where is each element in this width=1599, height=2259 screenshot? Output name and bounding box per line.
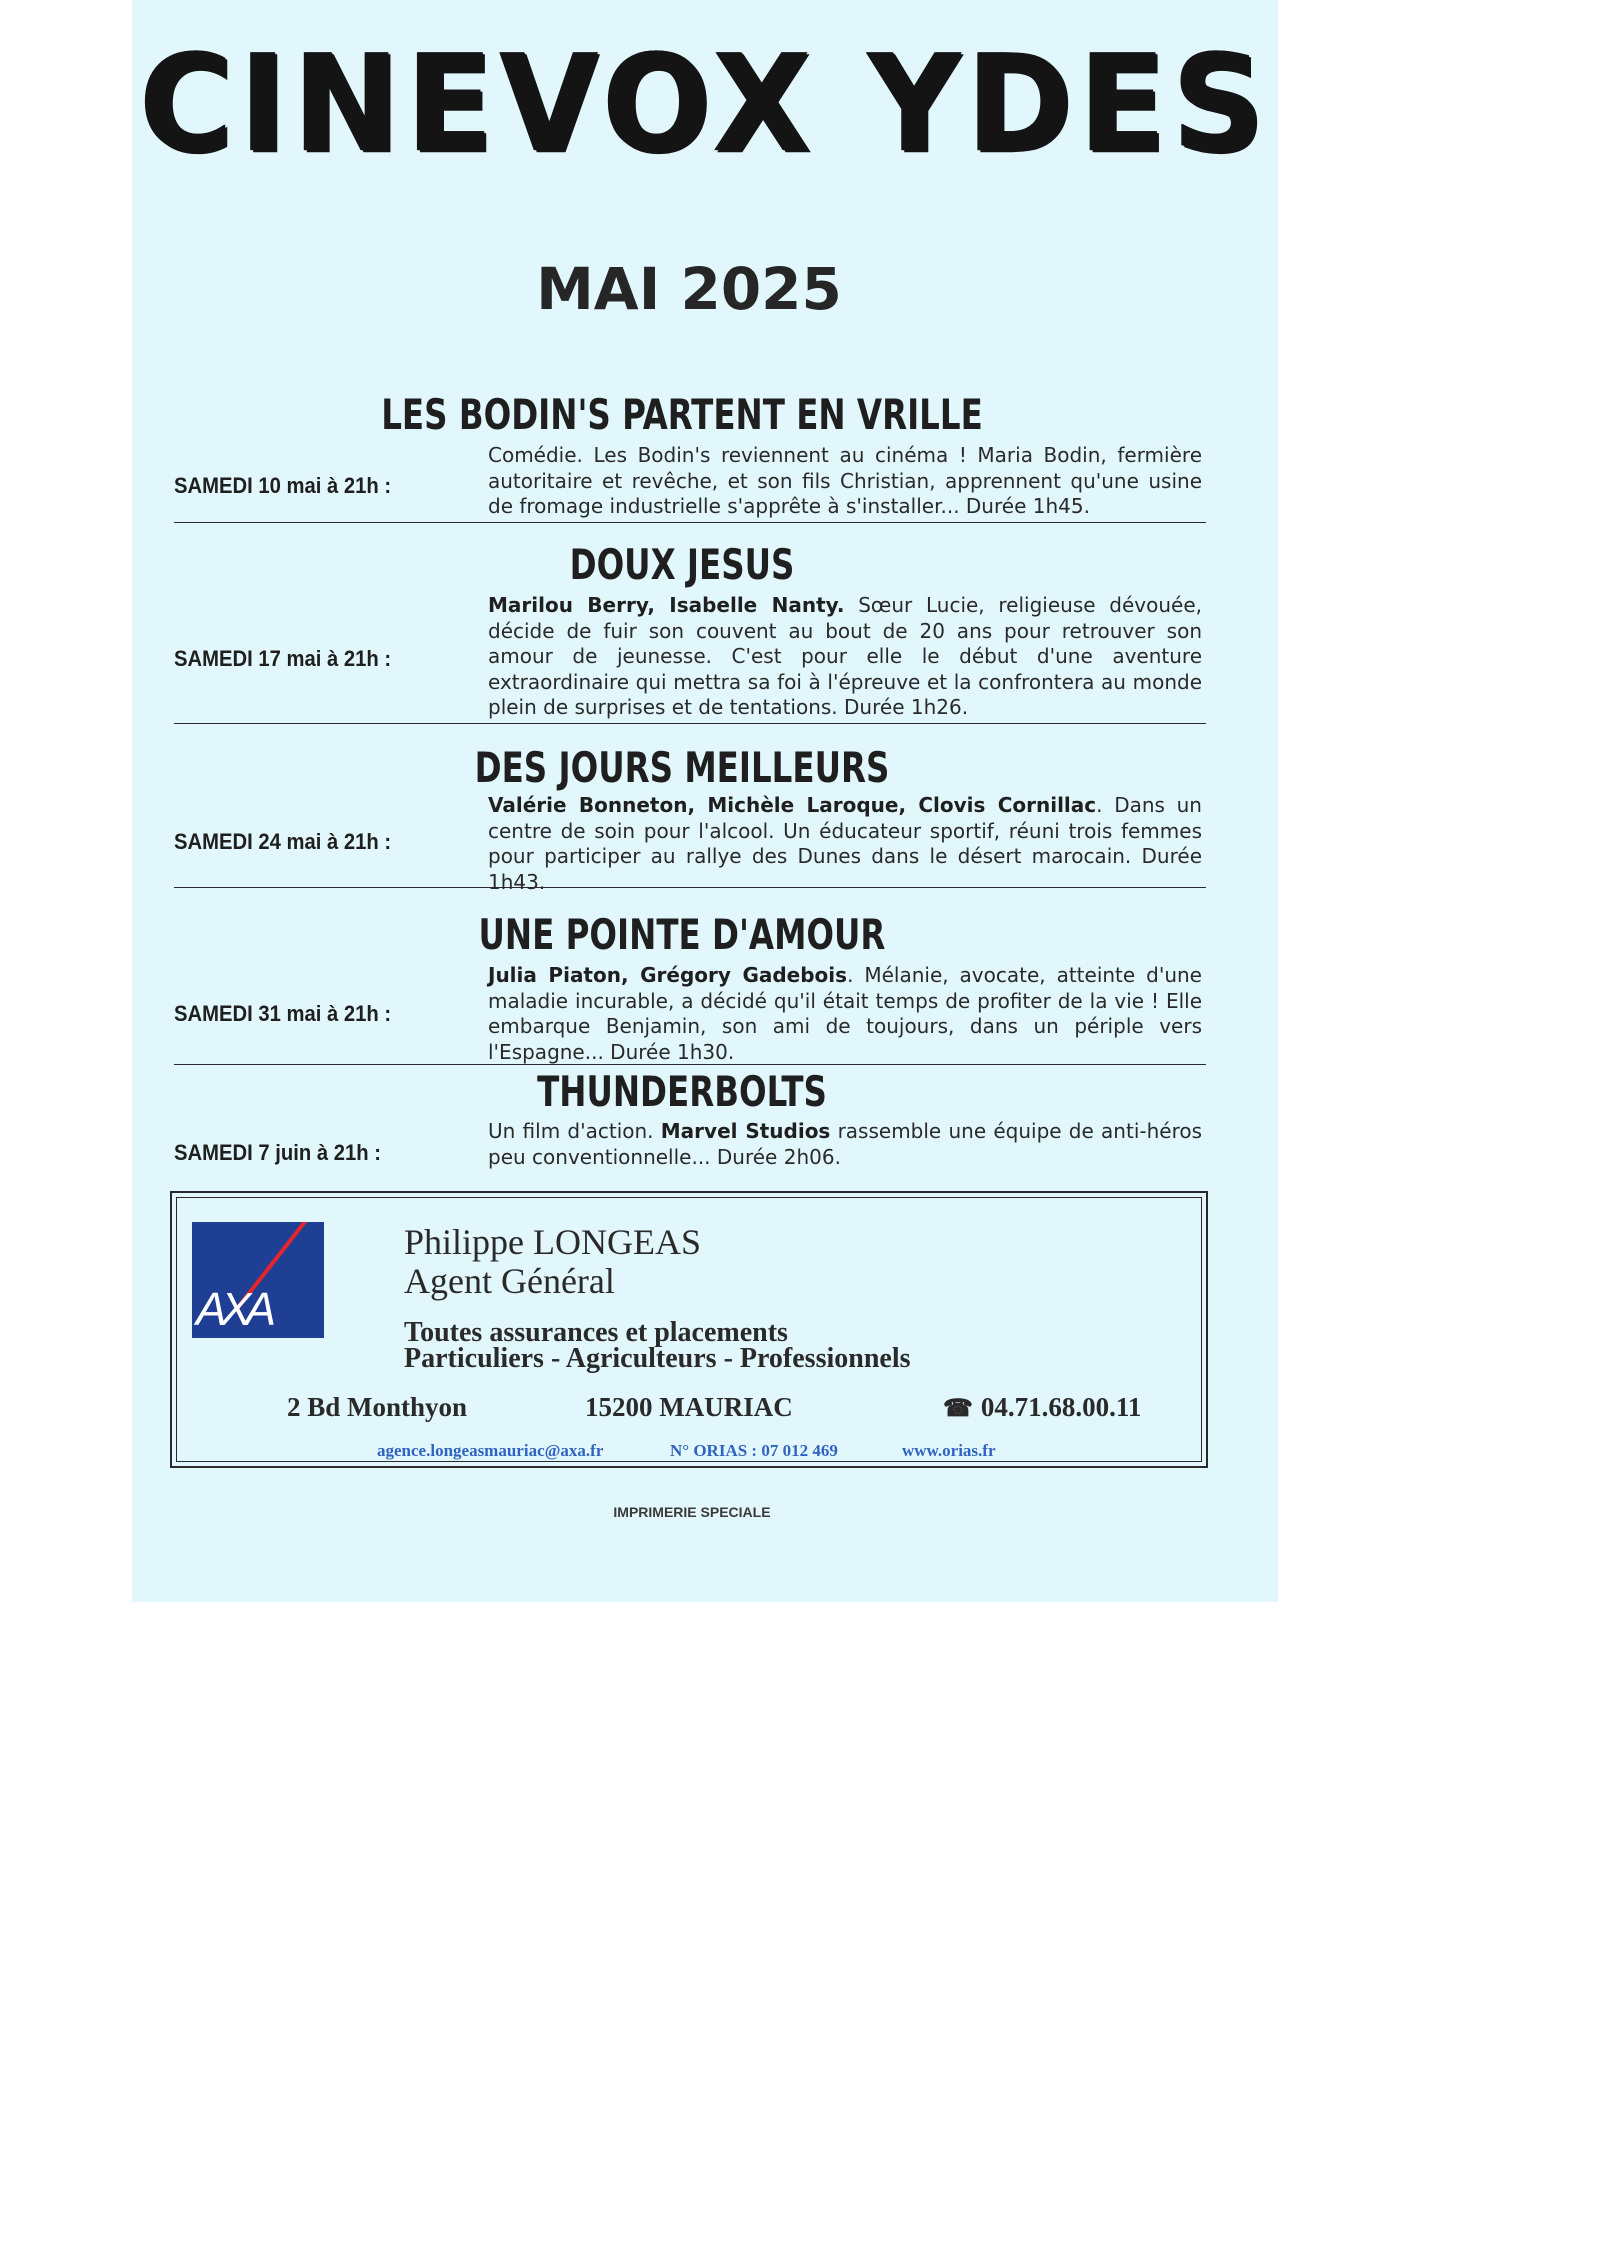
agent-city: 15200 MAURIAC bbox=[585, 1392, 793, 1422]
film-title: DOUX JESUS bbox=[569, 540, 795, 589]
film-date: SAMEDI 17 mai à 21h : bbox=[174, 646, 392, 671]
film-description bbox=[488, 1119, 1202, 1170]
agent-role: Agent Général bbox=[404, 1261, 615, 1301]
agent-phone bbox=[943, 1392, 1141, 1423]
description-prefix: Un film d'action. bbox=[488, 1119, 661, 1143]
axa-advert bbox=[170, 1191, 1208, 1468]
divider bbox=[174, 522, 1206, 523]
agent-website[interactable]: www.orias.fr bbox=[902, 1441, 996, 1460]
film-cast: Marilou Berry, Isabelle Nanty. bbox=[488, 593, 845, 617]
divider bbox=[174, 723, 1206, 724]
description-text: Comédie. Les Bodin's reviennent au cinéma ! Maria Bodin, fermière autoritaire et revêche, et son fils Christian, apprennent qu'une usine de fromage industrielle s'apprête à s'installer... Durée 1h45. bbox=[488, 443, 1202, 518]
divider bbox=[174, 1064, 1206, 1065]
agent-name: Philippe LONGEAS bbox=[404, 1222, 701, 1262]
description-text: . Dans un centre de soin pour l'alcool. Un éducateur sportif, réuni trois femmes pour participer au rallye des Dunes dans le désert marocain. Durée 1h43. bbox=[488, 793, 1202, 894]
film-date: SAMEDI 24 mai à 21h : bbox=[174, 829, 392, 854]
film-studio: Marvel Studios bbox=[660, 1119, 831, 1143]
month-heading: MAI 2025 bbox=[536, 255, 842, 323]
film-date: SAMEDI 7 juin à 21h : bbox=[174, 1140, 381, 1165]
film-description bbox=[488, 443, 1202, 520]
agent-email[interactable]: agence.longeasmauriac@axa.fr bbox=[377, 1441, 604, 1460]
phone-number: 04.71.68.00.11 bbox=[980, 1392, 1142, 1422]
agent-address: 2 Bd Monthyon bbox=[287, 1392, 468, 1422]
film-cast: Julia Piaton, Grégory Gadebois bbox=[488, 963, 848, 987]
description-text: rassemble une équipe de anti-héros peu conventionnelle... Durée 2h06. bbox=[488, 1119, 1203, 1169]
film-description bbox=[488, 963, 1202, 1065]
logo-text: AXA bbox=[196, 1283, 271, 1335]
film-date: SAMEDI 10 mai à 21h : bbox=[174, 473, 392, 498]
film-description bbox=[488, 793, 1202, 895]
telephone-icon: ☎ bbox=[943, 1396, 973, 1422]
description-text: Sœur Lucie, religieuse dévouée, décide de fuir son couvent au bout de 20 ans pour retrouver son amour de jeunesse. C'est pour elle le début d'une aventure extraordinaire qui mettra sa foi à l'épreuve et la confrontera au monde plein de surprises et de tentations. Durée 1h26. bbox=[488, 593, 1203, 719]
film-cast: Valérie Bonneton, Michèle Laroque, Clovis Cornillac bbox=[488, 793, 1097, 817]
advert-border bbox=[176, 1197, 1202, 1462]
cinema-title: CINEVOX YDES bbox=[139, 26, 1271, 183]
film-title: LES BODIN'S PARTENT EN VRILLE bbox=[381, 390, 983, 439]
film-title: UNE POINTE D'AMOUR bbox=[478, 910, 886, 959]
agent-clients: Particuliers - Agriculteurs - Professionnels bbox=[404, 1343, 911, 1374]
agent-orias: N° ORIAS : 07 012 469 bbox=[670, 1441, 838, 1460]
film-date: SAMEDI 31 mai à 21h : bbox=[174, 1001, 392, 1026]
printer-credit: IMPRIMERIE SPECIALE bbox=[613, 1504, 771, 1520]
flyer bbox=[132, 0, 1278, 1602]
description-text: . Mélanie, avocate, atteinte d'une maladie incurable, a décidé qu'il était temps de profiter de la vie ! Elle embarque Benjamin, son ami de toujours, dans un périple vers l'Espagne... Durée 1h30. bbox=[488, 963, 1202, 1064]
film-title: THUNDERBOLTS bbox=[537, 1067, 827, 1116]
film-title: DES JOURS MEILLEURS bbox=[474, 743, 890, 792]
agent-services: Toutes assurances et placements bbox=[404, 1317, 788, 1348]
divider bbox=[174, 887, 1206, 888]
film-description bbox=[488, 593, 1202, 721]
axa-logo bbox=[192, 1222, 324, 1338]
